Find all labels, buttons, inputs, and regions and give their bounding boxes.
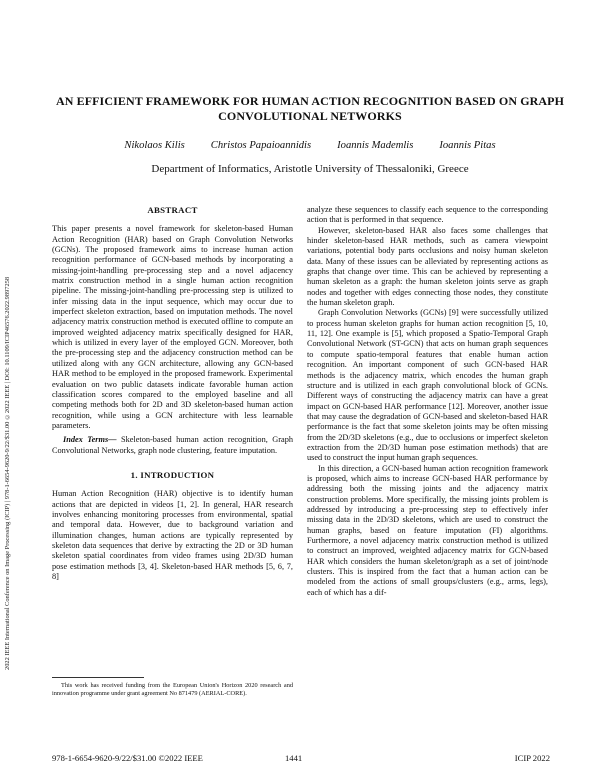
index-terms-label: Index Terms— — [63, 435, 117, 445]
introduction-heading: 1. INTRODUCTION — [130, 469, 215, 480]
index-terms-text: Skeleton-based human action recognition, Graph Convolutional Networks, graph node clustering, feature imputation. — [52, 435, 293, 455]
right-paragraph-3: Graph Convolution Networks (GCNs) [9] were successfully utilized to process human skeleton graphs for human action recognition [5, 10, 11, 12]. One example is [5], which proposed a Spatio-Temporal Graph Convolutional Network (ST-GCN) that acts on human graph sequences to compute spatio-temporal features that enable human action recognition. An important component of such GCN-based HAR methods is the adjacency matrix, which encodes the human graph structure and is utilized in each graph convolutional block of GCNs. Different ways of constructing the adjacency matrix can have a great impact on GCN-based HAR performance [12]. Moreover, another issue that may cause the degradation of GCN-based and skeleton-based HAR performance is the fact that some skeleton joints may be often missing from the 2D/3D skeletons (e.g., due to occlusions or imperfect skeleton extraction from the 2D/3D human pose estimation methods) that are used to construct the input human graph sequences. — [307, 308, 548, 463]
author-1: Nikolaos Kilis — [124, 140, 185, 151]
title-line-1: AN EFFICIENT FRAMEWORK FOR HUMAN ACTION RECOGNITION BASED ON GRAPH — [55, 94, 565, 108]
author-list — [60, 140, 560, 151]
affiliation: Department of Informatics, Aristotle University of Thessaloniki, Greece — [151, 163, 469, 175]
right-column — [307, 205, 548, 598]
abstract-text: This paper presents a novel framework for skeleton-based Human Action Recognition (HAR) based on Graph Convolution Networks (GCNs). The proposed framework aims to increase human action recognition performance of GCN-based methods by incorporating a missing-joint-handling pre-processing step and a novel adjacency matrix construction method in a single human action recognition pipeline. The missing-joint-handling pre-processing step is utilized to infer missing data in the input sequence, which may occur due to imperfect skeleton extraction, based on imputation methods. The novel adjacency matrix construction method is executed offline to compute an improved weighted adjacency matrix specifically designed for HAR, which is utilized in every layer of the employed GCN. Moreover, both the pre-processing step and the adjacency construction method can be utilized along with any GCN architecture, allowing any GCN-based HAR method to be employed in the proposed framework. Experimental evaluation on two public datasets indicate favorable human action classification scores compared to the employed baseline and all competing methods both for 2D and 3D skeleton-based human action recognition, while using a GCN architecture with less learnable parameters. — [52, 224, 293, 430]
paper-title — [40, 94, 580, 123]
abstract-heading: ABSTRACT — [147, 205, 198, 215]
side-copyright-note: 2022 IEEE International Conference on Image Processing (ICIP) | 978-1-6654-9620-9/22/$31.00 ©2022 IEEE | DOI: 10.1109/ICIP46576.2022.9897258 — [4, 276, 11, 670]
author-3: Ioannis Mademlis — [337, 140, 414, 151]
footer-conference: ICIP 2022 — [514, 753, 550, 763]
right-paragraph-1: analyze these sequences to classify each sequence to the corresponding action that is performed in that sequence. — [307, 205, 548, 225]
footer-page-number: 1441 — [285, 753, 303, 763]
index-terms — [52, 435, 293, 456]
left-column — [52, 205, 293, 582]
title-line-2: CONVOLUTIONAL NETWORKS — [218, 108, 402, 123]
footer-isbn: 978-1-6654-9620-9/22/$31.00 ©2022 IEEE — [52, 753, 203, 763]
intro-paragraph-1: Human Action Recognition (HAR) objective is to identify human actions that are depicted in videos [1, 2]. In general, HAR research involves enhancing monitoring processes from environmental, spatial and temporal data. However, due to background variation and illumination changes, human actions are typically represented by skeleton data sequences that derive by extracting the 2D or 3D human skeleton spatial coordinates from video frames using 2D/3D human pose estimation methods [3, 4]. Skeleton-based HAR methods [5, 6, 7, 8] — [52, 489, 293, 581]
right-paragraph-2: However, skeleton-based HAR also faces some challenges that hinder skeleton-based HAR methods, such as camera viewpoint variations, potential body parts occlusions and noisy human skeleton data. Many of these issues can be alleviated by representing actions as graphs that change over time. This can be achieved by representing a human skeleton as a graph: the human skeleton joints serve as graph nodes and together with edges connecting those nodes, they constitute the human skeleton graph. — [307, 225, 548, 308]
right-paragraph-4: In this direction, a GCN-based human action recognition framework is proposed, which aims to increase GCN-based HAR performance by addressing both the missing joints and the adjacency matrix construction problems. More specifically, the missing joints problem is addressed by introducing a pre-processing step to effectively infer missing data in the 2D/3D skeletons, which are used to construct the human graphs, based on feature imputation (FI) algorithms. Furthermore, a novel adjacency matrix construction method is utilized to construct an improved, weighted adjacency matrix for GCN-based HAR which considers the human skeleton/graph as a set of joint/node clusters. This is inspired from the fact that a human action can be modeled from the actions of small groups/clusters (e.g., arms, legs), each of which has a dif- — [307, 463, 548, 597]
funding-footnote: This work has received funding from the European Union's Horizon 2020 research and innovation programme under grant agreement No 871479 (AERIAL-CORE). — [52, 682, 293, 698]
footnote-rule — [52, 677, 144, 678]
author-2: Christos Papaioannidis — [210, 140, 312, 151]
author-4: Ioannis Pitas — [439, 140, 496, 151]
